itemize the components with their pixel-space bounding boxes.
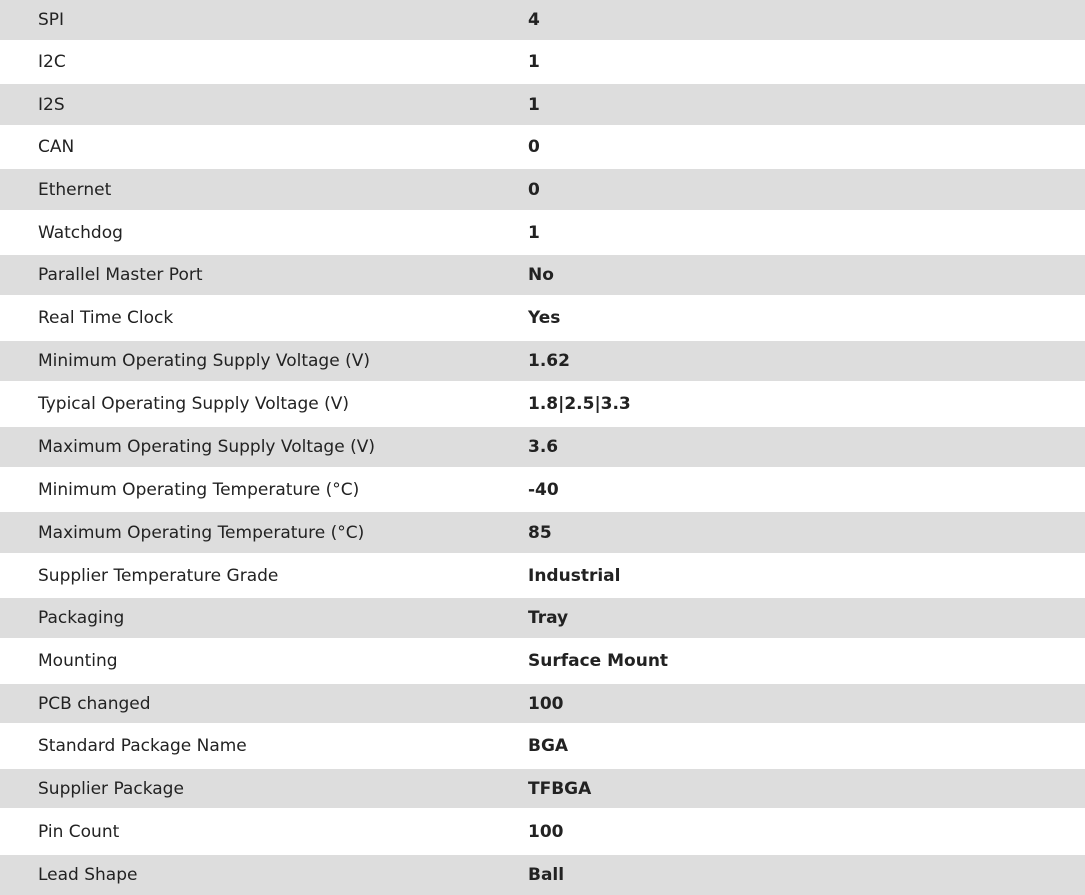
spec-label: Watchdog [38,222,123,243]
spec-value: Industrial [528,565,621,586]
spec-label: Maximum Operating Temperature (°C) [38,522,365,543]
spec-row-lead-shape [0,855,1085,895]
spec-value: 0 [528,137,540,157]
spec-row-pin-count [0,808,1085,855]
spec-row-parallel-master-port [0,255,1085,295]
spec-row-mounting [0,638,1085,684]
spec-label: Pin Count [38,821,120,842]
spec-label: Lead Shape [38,865,138,885]
spec-row-max-supply-voltage [0,427,1085,467]
spec-label: Mounting [38,651,118,671]
spec-row-min-supply-voltage [0,341,1085,381]
spec-label: PCB changed [38,693,151,714]
spec-label: Maximum Operating Supply Voltage (V) [38,437,375,457]
spec-value: 85 [528,522,552,543]
spec-label: Standard Package Name [38,736,247,756]
spec-value: 4 [528,9,540,30]
spec-value: -40 [528,479,559,500]
spec-row-watchdog [0,210,1085,255]
spec-label: Supplier Temperature Grade [38,565,279,586]
spec-row-min-temperature [0,467,1085,512]
spec-value: 3.6 [528,437,559,457]
spec-value: 1.62 [528,351,570,371]
spec-label: Real Time Clock [38,308,174,328]
spec-value: BGA [528,736,569,756]
spec-row-ethernet [0,169,1085,210]
spec-value: Yes [528,308,561,328]
spec-value: 1 [528,222,540,243]
spec-value: Surface Mount [528,651,669,671]
spec-row-i2s [0,84,1085,125]
spec-row-standard-package-name [0,723,1085,769]
spec-row-pcb-changed [0,684,1085,723]
spec-value: 0 [528,179,540,200]
spec-label: Minimum Operating Supply Voltage (V) [38,351,370,371]
spec-row-spi [0,0,1085,40]
spec-row-i2c [0,40,1085,84]
spec-row-typ-supply-voltage [0,381,1085,427]
spec-value: Tray [528,608,569,628]
spec-value: TFBGA [528,778,592,799]
spec-label: Minimum Operating Temperature (°C) [38,479,360,500]
spec-row-max-temperature [0,512,1085,553]
spec-row-supplier-package [0,769,1085,808]
spec-label: Ethernet [38,179,112,200]
spec-row-real-time-clock [0,295,1085,341]
spec-row-temperature-grade [0,553,1085,598]
spec-label: I2S [38,94,65,115]
spec-value: 1 [528,94,540,115]
spec-value: Ball [528,865,565,885]
spec-row-packaging [0,598,1085,638]
spec-value: 100 [528,821,564,842]
spec-label: I2C [38,52,66,72]
spec-value: 1 [528,52,540,72]
spec-label: SPI [38,9,65,30]
spec-label: Typical Operating Supply Voltage (V) [38,394,349,414]
spec-label: CAN [38,137,75,157]
spec-label: Parallel Master Port [38,265,203,285]
spec-value: 1.8|2.5|3.3 [528,394,631,414]
spec-value: 100 [528,693,564,714]
spec-row-can [0,125,1085,169]
spec-label: Supplier Package [38,778,184,799]
spec-label: Packaging [38,608,125,628]
spec-value: No [528,265,554,285]
